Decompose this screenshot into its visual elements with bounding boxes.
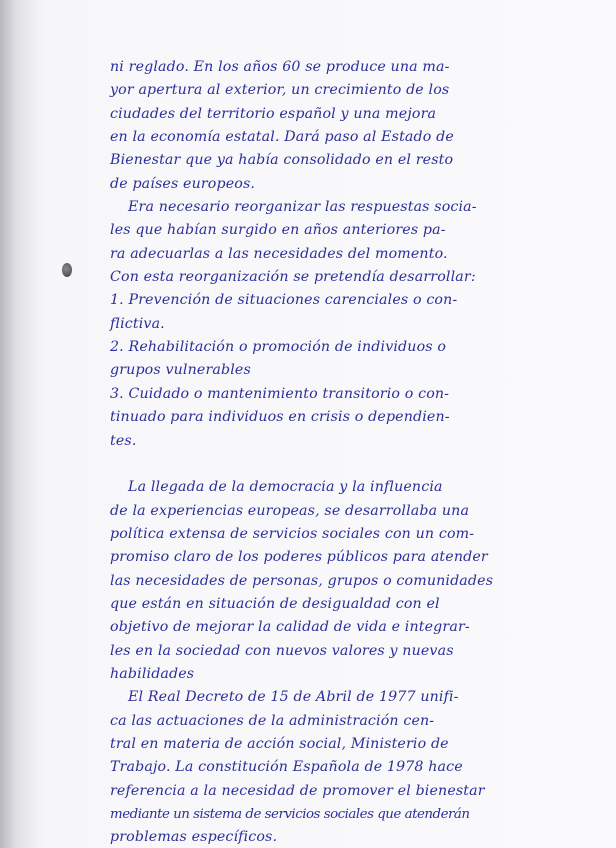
text-line: promiso claro de los poderes públicos para atender (110, 549, 488, 566)
punch-hole (62, 263, 72, 277)
text-line: objetivo de mejorar la calidad de vida e integrar- (110, 619, 470, 636)
list-item: 3. Cuidado o mantenimiento transitorio o con- (110, 385, 450, 402)
text-line: les en la sociedad con nuevos valores y nuevas (110, 642, 454, 659)
text-line: Con esta reorganización se pretendía desarrollar: (110, 269, 476, 286)
text-line: de la experiencias europeas, se desarrollaba una (110, 502, 470, 519)
text-line: tral en materia de acción social, Ministerio de (110, 735, 449, 752)
text-line: problemas específicos. (110, 829, 278, 846)
text-line: tes. (110, 432, 137, 449)
list-item: 2. Rehabilitación o promoción de individuos o (110, 339, 447, 356)
text-line: flictiva. (110, 315, 165, 332)
text-line: ni reglado. En los años 60 se produce una ma- (110, 59, 450, 75)
text-line: habilidades (110, 665, 195, 682)
text-line: en la economía estatal. Dará paso al Estado de (110, 129, 454, 146)
text-line: que están en situación de desigualdad con el (110, 595, 440, 612)
text-line: La llegada de la democracia y la influencia (128, 479, 443, 496)
text-line: grupos vulnerables (110, 362, 251, 379)
list-item: 1. Prevención de situaciones carenciales o con- (110, 292, 458, 309)
text-line: Bienestar que ya había consolidado en el resto (110, 152, 454, 169)
text-line: tinuado para individuos en crisis o dependien- (110, 409, 450, 426)
text-line: El Real Decreto de 15 de Abril de 1977 unifi- (128, 689, 459, 706)
text-line: ciudades del territorio español y una mejora (110, 105, 437, 122)
text-line: mediante un sistema de servicios sociales que atenderán (110, 807, 470, 822)
text-line: Era necesario reorganizar las respuestas socia- (128, 199, 477, 216)
handwritten-text (110, 56, 570, 848)
text-line: referencia a la necesidad de promover el bienestar (110, 782, 485, 799)
text-line: las necesidades de personas, grupos o comunidades (110, 572, 494, 589)
blank-line (110, 453, 570, 476)
binding-shadow (0, 0, 48, 848)
text-line: les que habían surgido en años anteriores pa- (110, 222, 446, 239)
text-line: ca las actuaciones de la administración cen- (110, 712, 435, 729)
text-line: de países europeos. (110, 175, 256, 192)
text-line: Trabajo. La constitución Española de 1978 hace (110, 759, 463, 776)
text-line: ra adecuarlas a las necesidades del momento. (110, 245, 448, 262)
text-line: política extensa de servicios sociales con un com- (110, 525, 475, 542)
text-line: yor apertura al exterior, un crecimiento de los (110, 82, 450, 99)
